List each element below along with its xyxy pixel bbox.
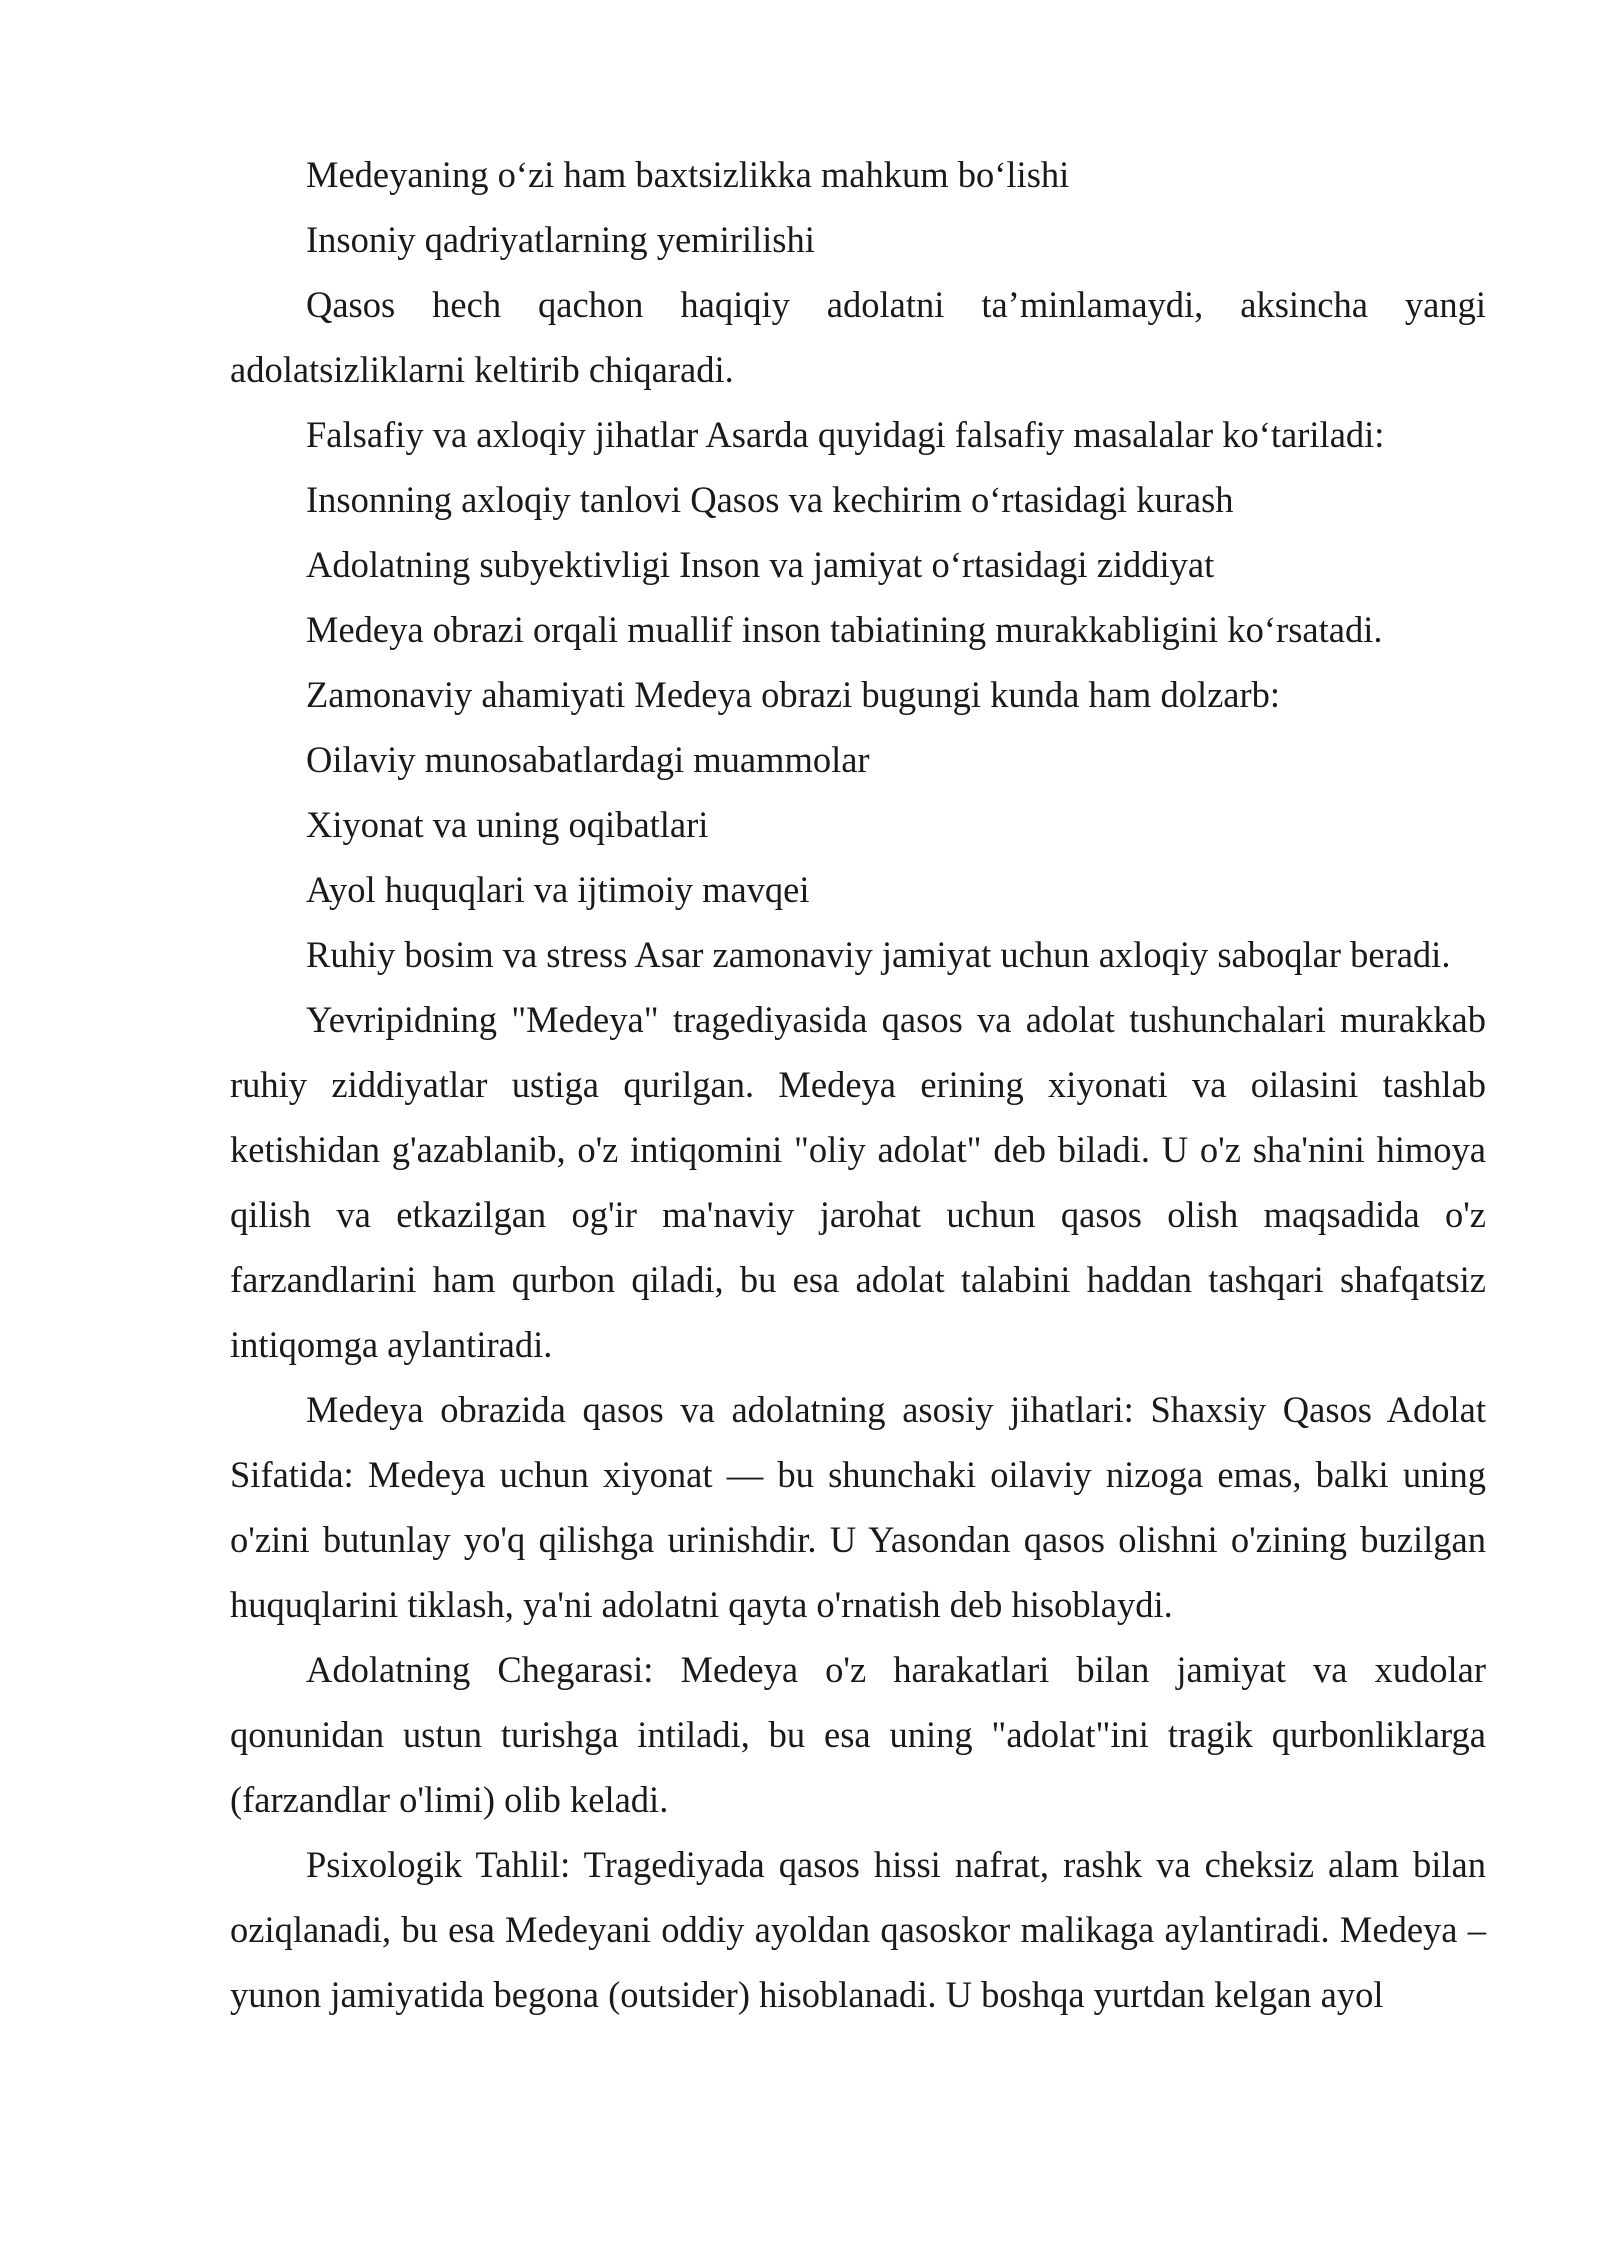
paragraph: Falsafiy va axloqiy jihatlar Asarda quyidagi falsafiy masalalar ko‘tariladi: bbox=[306, 414, 1385, 455]
paragraph: Medeya obrazida qasos va adolatning asosiy jihatlari: Shaxsiy Qasos Adolat Sifatida: Medeya uchun xiyonat — bu shunchaki oilaviy nizoga emas, balki uning o'zini butunlay yo'q qilishga urinishdir. U Yasondan qasos olishni o'zining buzilgan huquqlarini tiklash, ya'ni adolatni qayta o'rnatish deb hisoblaydi. bbox=[230, 1389, 1486, 1625]
document-body bbox=[230, 142, 1486, 2027]
paragraph: Zamonaviy ahamiyati Medeya obrazi bugungi kunda ham dolzarb: bbox=[306, 674, 1281, 715]
paragraph: Xiyonat va uning oqibatlari bbox=[306, 804, 709, 845]
paragraph: Qasos hech qachon haqiqiy adolatni ta’minlamaydi, aksincha yangi adolatsizliklarni keltirib chiqaradi. bbox=[230, 284, 1486, 390]
paragraph: Oilaviy munosabatlardagi muammolar bbox=[306, 739, 870, 780]
paragraph: Medeya obrazi orqali muallif inson tabiatining murakkabligini ko‘rsatadi. bbox=[306, 609, 1383, 650]
paragraph: Medeyaning o‘zi ham baxtsizlikka mahkum bo‘lishi bbox=[306, 154, 1070, 195]
paragraph: Insoniy qadriyatlarning yemirilishi bbox=[306, 219, 815, 260]
paragraph: Insonning axloqiy tanlovi Qasos va kechirim o‘rtasidagi kurash bbox=[306, 479, 1234, 520]
paragraph: Psixologik Tahlil: Tragediyada qasos hissi nafrat, rashk va cheksiz alam bilan oziqlanadi, bu esa Medeyani oddiy ayoldan qasoskor malikaga aylantiradi. Medeya – yunon jamiyatida begona (outsider) hisoblanadi. U boshqa yurtdan kelgan ayol bbox=[230, 1844, 1486, 2015]
paragraph: Ayol huquqlari va ijtimoiy mavqei bbox=[306, 869, 810, 910]
paragraph: Ruhiy bosim va stress Asar zamonaviy jamiyat uchun axloqiy saboqlar beradi. bbox=[306, 934, 1451, 975]
paragraph: Adolatning subyektivligi Inson va jamiyat o‘rtasidagi ziddiyat bbox=[306, 544, 1215, 585]
paragraph: Yevripidning "Medeya" tragediyasida qasos va adolat tushunchalari murakkab ruhiy ziddiyatlar ustiga qurilgan. Medeya erining xiyonati va oilasini tashlab ketishidan g'azablanib, o'z intiqomini "oliy adolat" deb biladi. U o'z sha'nini himoya qilish va etkazilgan og'ir ma'naviy jarohat uchun qasos olish maqsadida o'z farzandlarini ham qurbon qiladi, bu esa adolat talabini haddan tashqari shafqatsiz intiqomga aylantiradi. bbox=[230, 999, 1486, 1365]
paragraph: Adolatning Chegarasi: Medeya o'z harakatlari bilan jamiyat va xudolar qonunidan ustun turishga intiladi, bu esa uning "adolat"ini tragik qurbonliklarga (farzandlar o'limi) olib keladi. bbox=[230, 1649, 1486, 1820]
